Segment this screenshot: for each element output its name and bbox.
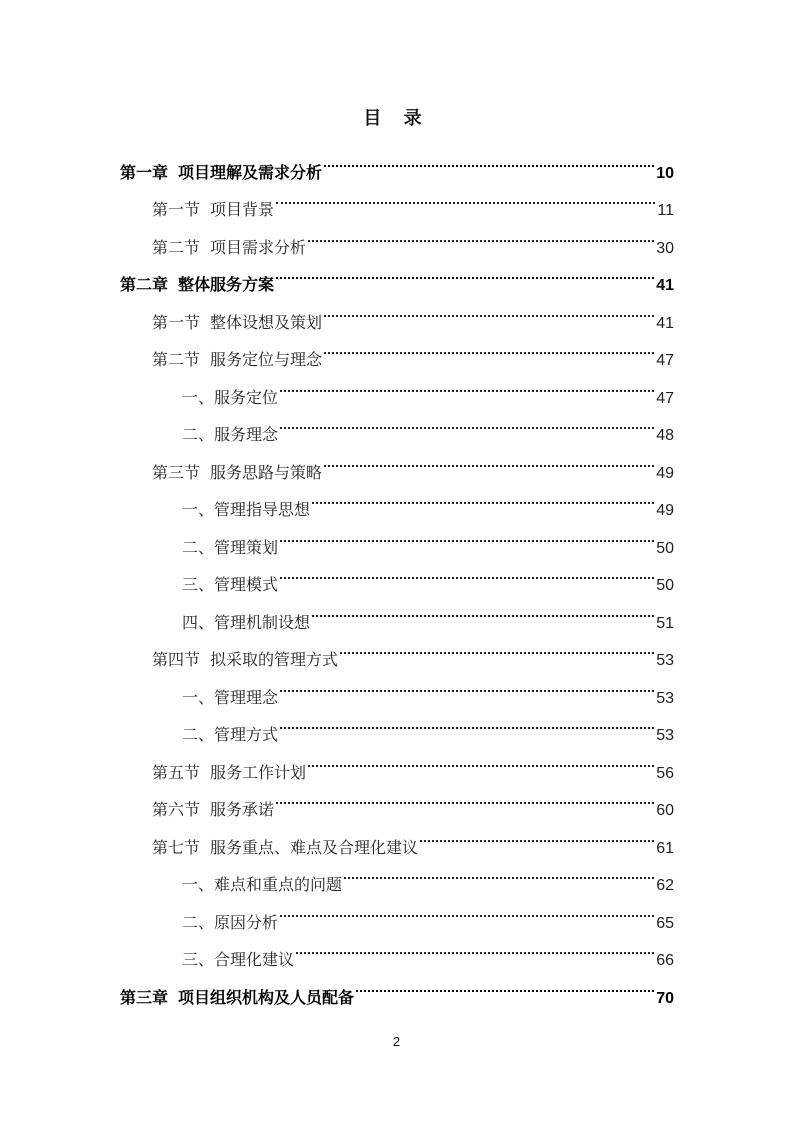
toc-entry-text: 整体服务方案	[178, 275, 275, 294]
toc-entry-number: 第三章	[120, 987, 169, 1007]
toc-entry-page: 47	[656, 389, 674, 407]
toc-entry-number: 一、	[182, 500, 215, 519]
toc-entry-number: 第一节	[152, 200, 201, 219]
toc-entry-page: 53	[656, 727, 674, 744]
dot-leader	[420, 815, 654, 853]
toc-entry-page: 51	[656, 614, 674, 632]
toc-entry-text: 合理化建议	[214, 950, 295, 969]
toc-entry-text: 项目背景	[210, 200, 275, 219]
dot-leader	[280, 403, 654, 441]
toc-entry-page: 66	[656, 952, 674, 969]
toc-entry-text: 管理理念	[214, 687, 279, 707]
dot-leader	[340, 628, 654, 666]
toc-entry-page: 61	[656, 839, 674, 857]
dot-leader	[312, 478, 654, 516]
toc-entry-text: 项目组织机构及人员配备	[178, 987, 355, 1007]
toc-entry-page: 47	[656, 352, 674, 369]
dot-leader	[344, 853, 654, 891]
table-of-contents	[120, 140, 674, 1007]
dot-leader	[308, 215, 654, 253]
toc-entry-page: 50	[656, 577, 674, 594]
toc-entry-page: 65	[656, 914, 674, 932]
toc-entry-number: 一、	[182, 875, 215, 894]
toc-entry-page: 49	[656, 502, 674, 519]
toc-entry-page: 62	[656, 877, 674, 894]
toc-entry-text: 管理指导思想	[214, 500, 311, 519]
toc-title: 目 录	[363, 108, 430, 129]
toc-entry-chapter[interactable]	[120, 140, 674, 182]
dot-leader	[356, 965, 654, 1003]
toc-entry-text: 原因分析	[214, 912, 279, 932]
toc-entry-text: 项目需求分析	[210, 237, 307, 257]
toc-entry-page: 50	[656, 539, 674, 557]
dot-leader	[280, 553, 654, 591]
dot-leader	[312, 590, 654, 628]
toc-entry-page: 49	[656, 464, 674, 482]
toc-entry-page: 11	[657, 202, 674, 219]
toc-entry-text: 整体设想及策划	[210, 312, 323, 332]
toc-entry-text: 服务定位与理念	[210, 350, 323, 369]
toc-entry-text: 难点和重点的问题	[214, 875, 343, 894]
dot-leader	[324, 290, 654, 328]
toc-entry-page: 41	[656, 277, 674, 294]
toc-entry-page: 41	[656, 314, 674, 332]
dot-leader	[324, 140, 654, 178]
toc-entry-page: 53	[656, 689, 674, 707]
toc-entry-page: 10	[656, 164, 674, 182]
dot-leader	[296, 928, 654, 966]
toc-entry-number: 二、	[182, 912, 215, 932]
toc-entry-number: 第四节	[152, 650, 201, 669]
toc-entry-text: 管理策划	[214, 537, 279, 557]
toc-entry-text: 服务理念	[214, 425, 279, 444]
toc-entry-number: 一、	[182, 387, 215, 407]
toc-entry-number: 四、	[182, 612, 215, 632]
toc-entry-number: 二、	[182, 537, 215, 557]
dot-leader	[276, 253, 654, 291]
toc-entry-text: 拟采取的管理方式	[210, 650, 339, 669]
toc-entry-number: 一、	[182, 687, 215, 707]
toc-entry-page: 53	[656, 652, 674, 669]
dot-leader	[280, 665, 654, 703]
toc-entry-number: 第五节	[152, 762, 201, 782]
toc-entry-page: 30	[656, 239, 674, 257]
toc-entry-text: 管理方式	[214, 725, 279, 744]
toc-entry-text: 服务承诺	[210, 800, 275, 819]
toc-entry-number: 第二节	[152, 237, 201, 257]
dot-leader	[276, 778, 654, 816]
toc-entry-number: 二、	[182, 725, 215, 744]
dot-leader	[280, 515, 654, 553]
toc-entry-text: 服务定位	[214, 387, 279, 407]
toc-entry-text: 服务思路与策略	[210, 462, 323, 482]
dot-leader	[276, 178, 655, 216]
toc-entry-number: 三、	[182, 950, 215, 969]
toc-entry-number: 第七节	[152, 837, 201, 857]
page-number: 2	[392, 1034, 401, 1049]
dot-leader	[280, 365, 654, 403]
dot-leader	[324, 328, 654, 366]
toc-entry-text: 服务工作计划	[210, 762, 307, 782]
dot-leader	[324, 440, 654, 478]
toc-entry-number: 第一章	[120, 162, 169, 182]
toc-entry-number: 第三节	[152, 462, 201, 482]
toc-entry-number: 第六节	[152, 800, 201, 819]
dot-leader	[280, 890, 654, 928]
toc-entry-number: 二、	[182, 425, 215, 444]
toc-entry-page: 70	[656, 989, 674, 1007]
toc-entry-text: 项目理解及需求分析	[178, 162, 323, 182]
toc-entry-page: 48	[656, 427, 674, 444]
toc-entry-page: 56	[656, 764, 674, 782]
toc-entry-text: 管理模式	[214, 575, 279, 594]
toc-entry-page: 60	[656, 802, 674, 819]
toc-entry-text: 服务重点、难点及合理化建议	[210, 837, 419, 857]
toc-entry-number: 第二章	[120, 275, 169, 294]
toc-entry-number: 第二节	[152, 350, 201, 369]
dot-leader	[308, 740, 654, 778]
toc-entry-number: 第一节	[152, 312, 201, 332]
toc-entry-number: 三、	[182, 575, 215, 594]
dot-leader	[280, 703, 654, 741]
toc-entry-text: 管理机制设想	[214, 612, 311, 632]
